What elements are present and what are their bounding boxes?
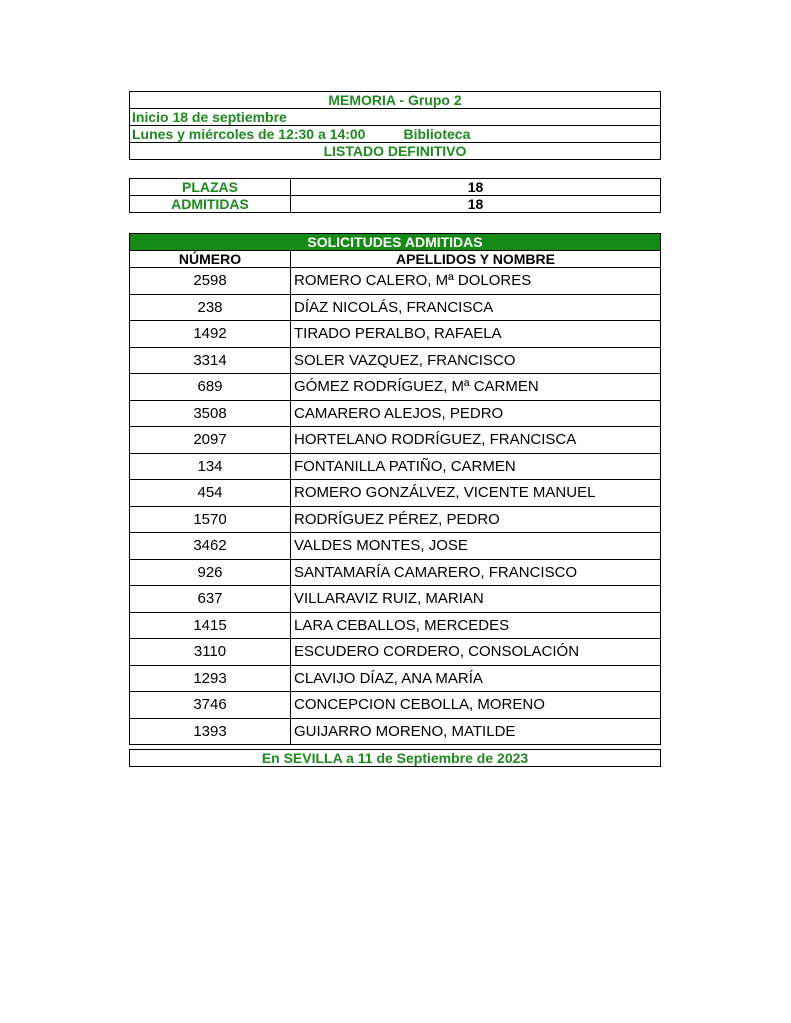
table-row — [130, 718, 660, 745]
table-row — [130, 479, 660, 506]
table-row — [130, 453, 660, 480]
row-number: 238 — [130, 295, 291, 321]
table-row — [130, 426, 660, 453]
table-row — [130, 373, 660, 400]
row-name: VALDES MONTES, JOSE — [294, 537, 468, 554]
row-name: VILLARAVIZ RUIZ, MARIAN — [294, 590, 484, 607]
row-name: ROMERO CALERO, Mª DOLORES — [294, 272, 532, 289]
table-row — [130, 585, 660, 612]
start-date: Inicio 18 de septiembre — [130, 109, 660, 126]
table-row — [130, 400, 660, 427]
row-name: GÓMEZ RODRÍGUEZ, Mª CARMEN — [294, 378, 539, 395]
plazas-row — [130, 179, 660, 195]
admitted-banner: SOLICITUDES ADMITIDAS — [130, 234, 660, 250]
admitidas-row — [130, 195, 660, 212]
table-row — [130, 320, 660, 347]
table-row — [130, 532, 660, 559]
row-name: TIRADO PERALBO, RAFAELA — [294, 325, 502, 342]
row-name: LARA CEBALLOS, MERCEDES — [294, 616, 510, 634]
row-number: 1570 — [130, 507, 291, 533]
table-row — [130, 612, 660, 639]
table-header — [130, 250, 660, 267]
schedule-text: Lunes y miércoles de 12:30 a 14:00 — [132, 126, 366, 142]
row-number: 637 — [130, 586, 291, 612]
row-name: CAMARERO ALEJOS, PEDRO — [294, 404, 504, 422]
row-number: 1393 — [130, 719, 291, 745]
footer-date: En SEVILLA a 11 de Septiembre de 2023 — [129, 749, 661, 767]
plazas-value: 18 — [467, 179, 484, 195]
row-name: CONCEPCION CEBOLLA, MORENO — [294, 696, 545, 713]
table-row — [130, 506, 660, 533]
admitidas-label: ADMITIDAS — [130, 196, 291, 212]
row-number: 134 — [130, 454, 291, 480]
row-name: RODRÍGUEZ PÉREZ, PEDRO — [294, 510, 500, 528]
admitted-table — [129, 233, 661, 745]
row-name: CLAVIJO DÍAZ, ANA MARÍA — [294, 669, 483, 687]
row-number: 3314 — [130, 348, 291, 374]
plazas-table — [129, 178, 661, 213]
table-row — [130, 347, 660, 374]
row-number: 3462 — [130, 533, 291, 559]
table-row — [130, 559, 660, 586]
row-name: SANTAMARÍA CAMARERO, FRANCISCO — [294, 563, 578, 581]
row-number: 2598 — [130, 268, 291, 294]
row-number: 3110 — [130, 639, 291, 665]
course-title: MEMORIA - Grupo 2 — [130, 92, 660, 109]
row-number: 3508 — [130, 401, 291, 427]
row-number: 454 — [130, 480, 291, 506]
row-number: 1415 — [130, 613, 291, 639]
table-body — [130, 267, 660, 744]
row-name: FONTANILLA PATIÑO, CARMEN — [294, 457, 516, 475]
plazas-label: PLAZAS — [130, 179, 291, 195]
row-name: HORTELANO RODRÍGUEZ, FRANCISCA — [294, 431, 577, 448]
row-number: 2097 — [130, 427, 291, 453]
row-name: ROMERO GONZÁLVEZ, VICENTE MANUEL — [294, 484, 596, 501]
admitidas-value: 18 — [467, 196, 484, 212]
table-row — [130, 267, 660, 294]
table-row — [130, 665, 660, 692]
col-number-header: NÚMERO — [130, 251, 291, 267]
location-text: Biblioteca — [403, 126, 471, 142]
row-name: DÍAZ NICOLÁS, FRANCISCA — [294, 298, 494, 316]
row-number: 926 — [130, 560, 291, 586]
row-number: 1492 — [130, 321, 291, 347]
course-header — [129, 91, 661, 160]
table-row — [130, 294, 660, 321]
row-name: GUIJARRO MORENO, MATILDE — [294, 722, 516, 740]
row-number: 3746 — [130, 692, 291, 718]
schedule-line — [130, 126, 660, 143]
table-row — [130, 691, 660, 718]
row-number: 689 — [130, 374, 291, 400]
row-number: 1293 — [130, 666, 291, 692]
row-name: SOLER VAZQUEZ, FRANCISCO — [294, 351, 516, 369]
row-name: ESCUDERO CORDERO, CONSOLACIÓN — [294, 643, 580, 660]
col-name-header: APELLIDOS Y NOMBRE — [396, 251, 555, 267]
table-row — [130, 638, 660, 665]
listing-title: LISTADO DEFINITIVO — [323, 143, 467, 159]
